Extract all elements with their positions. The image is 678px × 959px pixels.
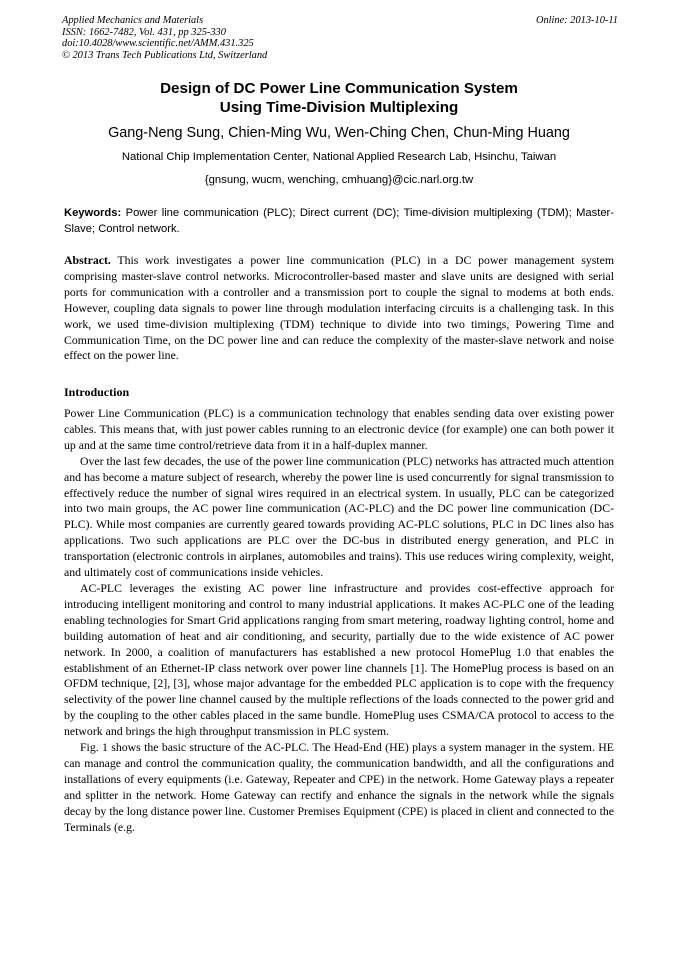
paragraph: Over the last few decades, the use of the power line communication (PLC) networks has attracted much attention and has become a mature subject of research, whereby the power line is used concurrently for signal transmission to effectively reduce the number of signal wires required in an electrical system. In usually, PLC can be categorized into two main groups, the AC power line communication (AC-PLC) and the DC power line communication (DC-PLC). While most companies are currently geared towards providing AC-PLC solutions, PLC in DC lines also has applications. Two such applications are PLC over the DC-bus in distributed energy generation, and PLC in transportation (electronic controls in airplanes, automobiles and trains). This use reduces wiring complexity, weight, and ultimately cost of communications inside vehicles. xyxy=(64,453,614,580)
online-date: Online: 2013-10-11 xyxy=(535,15,618,26)
author-emails: {gnsung, wucm, wenching, cmhuang}@cic.narl.org.tw xyxy=(204,174,474,186)
abstract-text: This work investigates a power line communication (PLC) in a DC power management system comprising master-slave control networks. Microcontroller-based master and slave units are designed with serial ports for communication with a controller and a transmission port to couple the signal to modems at both ends. However, coupling data signals to power line through modulation interfacing circuits is a challenging task. In this work, we used time-division multiplexing (TDM) technique to divide into two timings, Powering Time and Communication Time, on the DC power line and can reduce the complexity of the master-slave network and noise effect on the power line. xyxy=(64,253,614,363)
paragraph: AC-PLC leverages the existing AC power line infrastructure and provides cost-effective approach for introducing intelligent monitoring and control to many industrial applications. It makes AC-PLC one of the leading enabling technologies for Smart Grid applications ranging from smart metering, roadway lighting control, home and building automation of heat and air conditioning, and security, partially due to the wide existence of AC power network. In 2000, a coalition of manufacturers has established a new protocol HomePlug 1.0 that enables the establishment of an Ethernet-IP class network over power line channels [1]. The HomePlug process is based on an OFDM technique, [2], [3], whose major advantage for the embedded PLC application is to cope with the frequency selectivity of the power line channel caused by the multiple reflections of the loads connected to the power grid and by the coupling to the other cables placed in the same bundle. HomePlug uses CSMA/CA protocol to access to the network and brings the high throughput transmission in PLC system. xyxy=(64,580,614,739)
author-list: Gang-Neng Sung, Chien-Ming Wu, Wen-Ching Chen, Chun-Ming Huang xyxy=(108,125,570,141)
abstract-block xyxy=(64,253,614,364)
keywords-block xyxy=(64,206,614,237)
title-line-1: Design of DC Power Line Communication System xyxy=(160,80,518,97)
keywords-label: Keywords: xyxy=(64,207,122,219)
journal-header xyxy=(62,15,618,61)
doi-line: doi:10.4028/www.scientific.net/AMM.431.325 xyxy=(62,38,254,50)
introduction-heading: Introduction xyxy=(64,385,130,399)
affiliation: National Chip Implementation Center, National Applied Research Lab, Hsinchu, Taiwan xyxy=(121,151,557,163)
journal-name: Applied Mechanics and Materials xyxy=(62,15,204,26)
issn-line: ISSN: 1662-7482, Vol. 431, pp 325-330 xyxy=(62,26,226,38)
paragraph: Fig. 1 shows the basic structure of the AC-PLC. The Head-End (HE) plays a system manager in the system. HE can manage and control the communication quality, the communication bandwidth, and all the configurations and installations of every equipments (i.e. Gateway, Repeater and CPE) in the network. Home Gateway plays a repeater and splitter in the network. Home Gateway can rectify and enhance the signals in the network while the signals decay by the long distance power line. Customer Premises Equipment (CPE) is placed in client and connected to the Terminals (e.g. xyxy=(64,740,614,834)
paper-title xyxy=(40,80,638,117)
introduction-body xyxy=(64,406,614,835)
keywords-text: Power line communication (PLC); Direct current (DC); Time-division multiplexing (TDM); Master-Slave; Control network. xyxy=(64,207,615,235)
title-line-2: Using Time-Division Multiplexing xyxy=(219,98,459,116)
abstract-label: Abstract. xyxy=(64,253,111,267)
paragraph: Power Line Communication (PLC) is a communication technology that enables sending data over existing power cables. This means that, with just power cables running to an electronic device (for example) one can both power it up and at the same time control/retrieve data from it in a half-duplex manner. xyxy=(64,406,614,452)
copyright-line: © 2013 Trans Tech Publications Ltd, Switzerland xyxy=(62,49,268,61)
